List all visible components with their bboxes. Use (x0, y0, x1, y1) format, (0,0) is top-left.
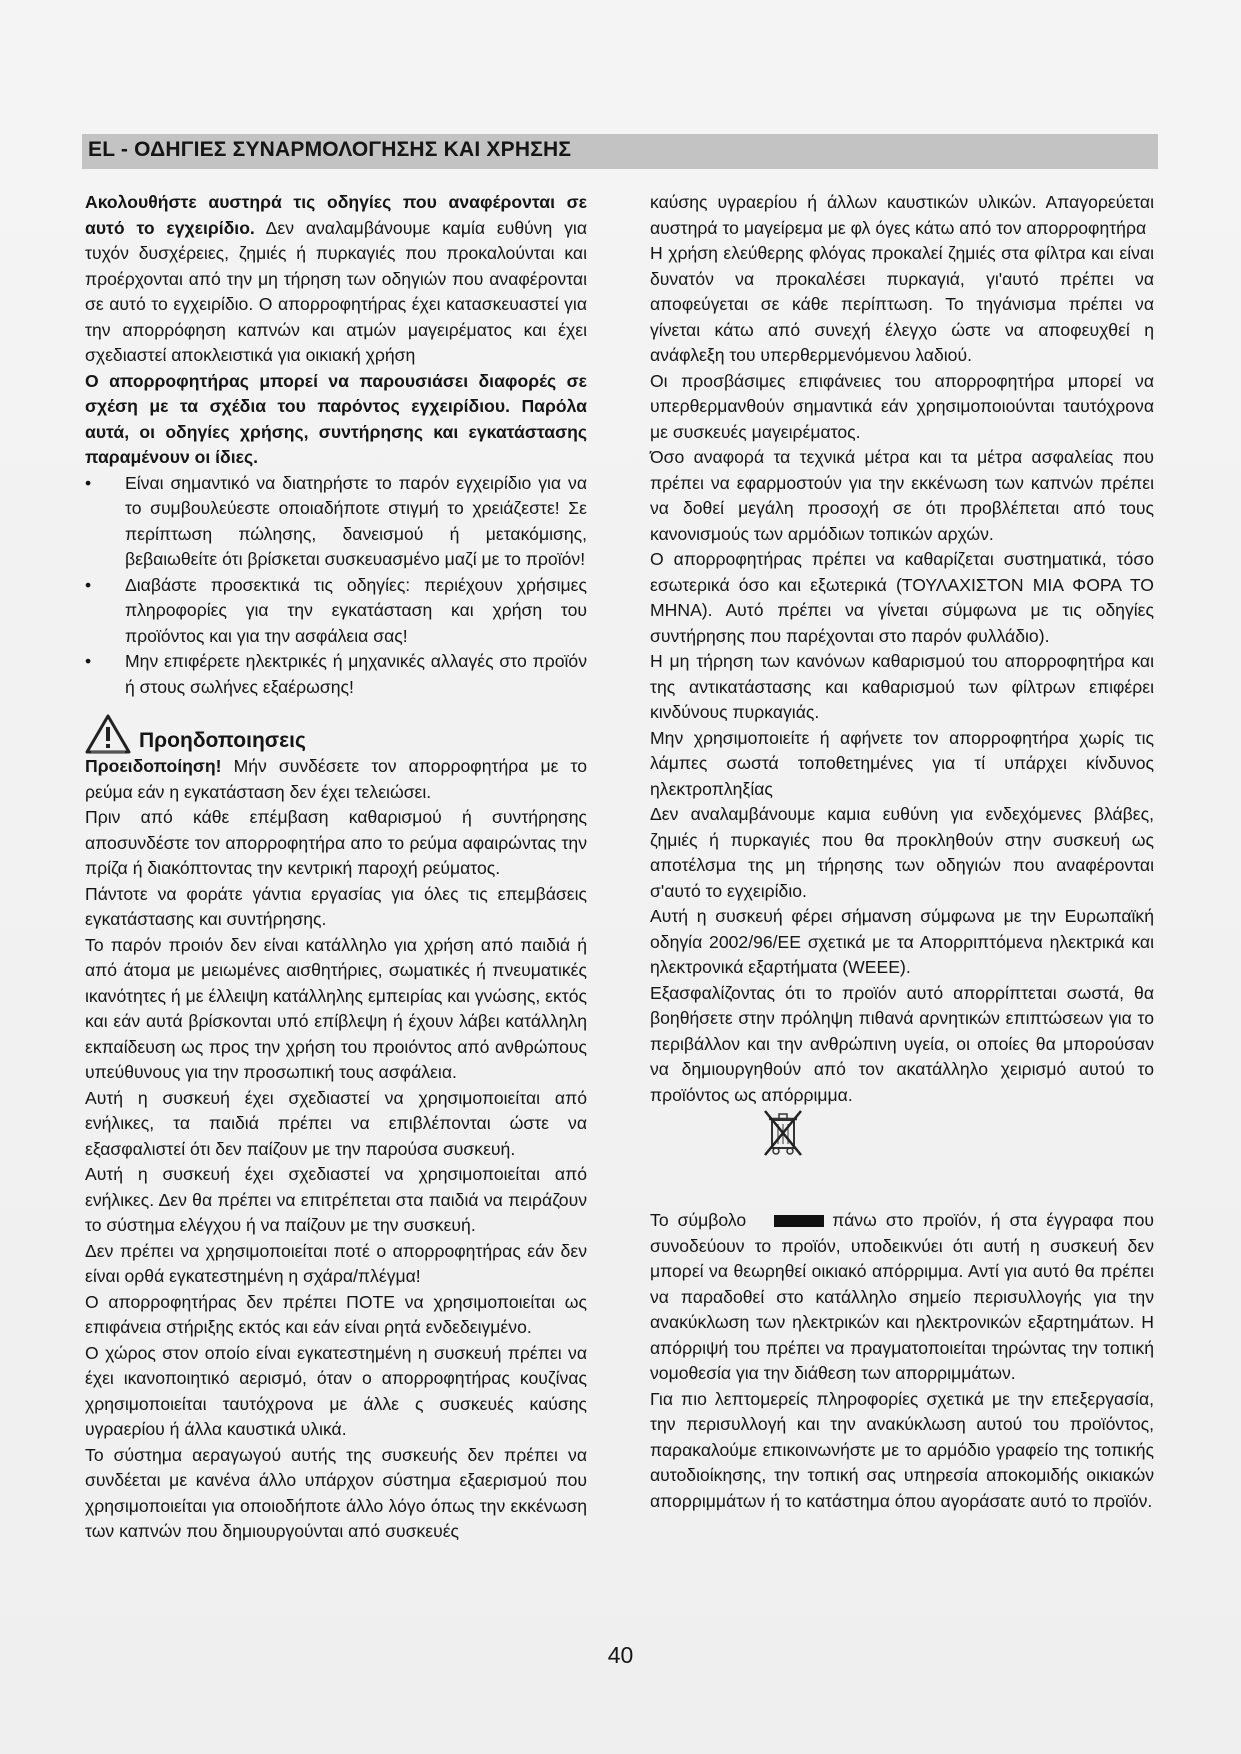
paragraph: Οι προσβάσιμες επιφάνειες του απορροφητήρα μπορεί να υπερθερμανθούν σημαντικά εάν χρησιμοποιούνται ταυτόχρονα με συσκευές μαγειρέματος. (650, 370, 1154, 442)
bullet-item: • Μην επιφέρετε ηλεκτρικές ή μηχανικές αλλαγές στο προϊόν ή στους σωλήνες εξαέρωσης! (85, 651, 587, 697)
paragraph: Η μη τήρηση των κανόνων καθαρισμού του απορροφητήρα και της αντικατάστασης και καθαρισμού των φίλτρων επιφέρει κινδύνους πυρκαγιάς. (650, 651, 1154, 722)
paragraph: Ο απορροφητήρας πρέπει να καθαρίζεται συστηματικά, τόσο εσωτερικά όσο και εξωτερικά (ΤΟΥΛΑΧΙΣΤΟΝ ΜΙΑ ΦΟΡΑ ΤΟ ΜΗΝΑ). Αυτό πρέπει να γίνεται σύμφωνα με τις οδηγίες συντήρησης που παρέχονται στο παρόν φυλλάδιο). (650, 549, 1154, 646)
paragraph: Αυτή η συσκευή έχει σχεδιαστεί να χρησιμοποιείται από ενήλικες. Δεν θα πρέπει να επιτρέπεται στα παιδιά να πειράζουν το σύστημα ελέγχου ή να παίζουν με την συσκευή. (85, 1164, 587, 1235)
warning-paragraph: Προειδοποίηση! Μήν συνδέσετε τον απορροφητήρα με το ρεύμα εάν η εγκατάσταση δεν έχει τελειώσει. (85, 756, 587, 802)
paragraph: Όσο αναφορά τα τεχνικά μέτρα και τα μέτρα ασφαλείας που πρέπει να εφαρμοστούν για την εκκένωση των καπνών πρέπει να δοθεί μεγάλη προσοχή σε ότι προβλέπεται από τους κανονισμούς των αρμόδιων τοπικών αρχών. (650, 447, 1154, 544)
paragraph: Πάντοτε να φοράτε γάντια εργασίας για όλες τις επεμβάσεις εγκατάστασης και συντήρησης. (85, 883, 587, 929)
warning-triangle-icon (85, 714, 131, 754)
bullet-dot: • (85, 574, 92, 595)
right-column (650, 190, 1154, 1514)
paragraph: Μην χρησιμοποιείτε ή αφήνετε τον απορροφητήρα χωρίς τις λάμπες σωστά τοποθετημένες για τί υπάρχει κίνδυνος ηλεκτροπληξίας (650, 727, 1154, 799)
paragraph: Πριν από κάθε επέμβαση καθαρισμού ή συντήρησης αποσυνδέστε τον απορροφητήρα απο το ρεύμα αφαιρώντας την πρίζα ή διακόπτοντας την κεντρική παροχή ρεύματος. (85, 807, 587, 878)
page-number: 40 (607, 1642, 634, 1668)
paragraph: Ο απορροφητήρας δεν πρέπει ΠΟΤΕ να χρησιμοποιείται ως επιφάνεια στήριξης εκτός και εάν είναι ρητά ενδεδειγμένο. (85, 1291, 587, 1337)
warnings-heading (85, 714, 587, 754)
bullet-dot: • (85, 472, 92, 493)
paragraph: καύσης υγραερίου ή άλλων καυστικών υλικών. Απαγορεύεται αυστηρά το μαγείρεμα με φλ όγες κάτω από τον απορροφητήρα (650, 192, 1154, 238)
info-paragraph: Για πιο λεπτομερείς πληροφορίες σχετικά με την επεξεργασία, την περισυλλογή και την ανακύκλωση αυτού του προϊόντος, παρακαλούμε επικοινωνήστε με το αρμόδιο γραφείο της τοπικής αυτοδιοίκησης, την τοπική σας υπηρεσία αποκομιδής οικιακών απορριμμάτων ή το κατάστημα όπου αγοράσατε αυτό το προϊόν. (650, 1388, 1154, 1511)
paragraph: Η χρήση ελεύθερης φλόγας προκαλεί ζημιές στα φίλτρα και είναι δυνατόν να προκαλέσει πυρκαγιά, γι'αυτό πρέπει να αποφεύγεται σε κάθε περίπτωση. Το τηγάνισμα πρέπει να γίνεται κάτω από συνεχή έλεγχο ώστε να αποφευχθεί η ανάφλεξη του υπερθερμενόμενου λαδιού. (650, 243, 1154, 365)
paragraph: Δεν πρέπει να χρησιμοποιείται ποτέ ο απορροφητήρας εάν δεν είναι ορθά εγκατεστημένη η σχάρα/πλέγμα! (85, 1240, 587, 1286)
weee-bar-symbol (774, 1215, 824, 1227)
left-column (85, 190, 587, 1545)
bullet-item: • Διαβάστε προσεκτικά τις οδηγίες: περιέχουν χρήσιμες πληροφορίες για την εγκατάσταση και χρήση του προϊόντος και για την ασφάλεια σας! (85, 574, 587, 646)
section-header: EL - ΟΔΗΓΙΕΣ ΣΥΝΑΡΜΟΛΟΓΗΣΗΣ ΚΑΙ ΧΡΗΣΗΣ (82, 134, 1158, 169)
paragraph: Αυτή η συσκευή έχει σχεδιαστεί να χρησιμοποιείται από ενήλικες, τα παιδιά πρέπει να επιβλέπονται ώστε να εξασφαλιστεί ότι δεν παίζουν με την παρούσα συσκευή. (85, 1087, 587, 1159)
paragraph: Εξασφαλίζοντας ότι το προϊόν αυτό απορρίπτεται σωστά, θα βοηθήσετε στην πρόληψη πιθανά αρνητικών επιπτώσεων για το περιβάλλον και την ανθρώπινη υγεία, οι οποίες θα μπορούσαν να δημιουργηθούν από τον ακατάλληλο χειρισμό αυτού το προϊόντος ως απόρριμμα. (650, 982, 1154, 1105)
intro-bold: Ακολουθήστε αυστηρά τις οδηγίες που αναφέρονται σε αυτό το εγχειρίδιο. (85, 192, 587, 238)
paragraph: Ο χώρος στον οποίο είναι εγκατεστημένη η συσκευή πρέπει να έχει ικανοποιητικό αερισμό, όταν ο απορροφητήρας κουζίνας χρησιμοποιείται ταυτόχρονα με άλλε ς συσκευές καύσης υγραερίου ή άλλα καυστικά υλικά. (85, 1342, 587, 1439)
bullet-dot: • (85, 651, 92, 671)
crossed-out-bin-icon (762, 1108, 804, 1160)
variation-notice: Ο απορροφητήρας μπορεί να παρουσιάσει διαφορές σε σχέση με τα σχέδια του παρόντος εγχειρίδιου. Παρόλα αυτά, οι οδηγίες χρήσης, συντήρησης και εγκατάστασης παραμένουν οι ίδιες. (85, 370, 587, 467)
warnings-title: Προηδοποιησεις (139, 729, 306, 752)
bullet-list (85, 471, 587, 701)
paragraph: Δεν αναλαμβάνουμε καμια ευθύνη για ενδεχόμενες βλάβες, ζημιές ή πυρκαγιές που θα προκληθούν στην συσκευή ως αποτέλσμα της μη τήρησης των οδηγιών που αναφέρονται σ'αυτό το εγχειρίδιο. (650, 804, 1154, 901)
symbol-lead: Το σύμβολο (650, 1210, 747, 1230)
weee-symbol-area (650, 1108, 1154, 1208)
paragraph: Το παρόν προιόν δεν είναι κατάλληλο για χρήση από παιδιά ή από άτομα με μειωμένες αισθητήριες, σωματικές ή πνευματικές ικανότητες ή με έλλειψη κατάλληλης εμπειρίας και γνώσης, εκτός και εάν αυτά βρίσκονται υπό επίβλεψη ή έχουν λάβει κατάλληλη εκπαίδευση ως προς την χρήση του προιόντος από ανθρώπους υπεύθυνους για την προσωπική τους ασφάλεια. (85, 934, 587, 1082)
intro-paragraph (85, 190, 587, 369)
bullet-item: • Είναι σημαντικό να διατηρήστε το παρόν εγχειρίδιο για να το συμβουλεύεστε οποιαδήποτε στιγμή το χρειάζεστε! Σε περίπτωση πώλησης, δανεισμού ή μετακόμισης, βεβαιωθείτε ότι βρίσκεται συσκευασμένο μαζί με το προϊόν! (85, 472, 587, 569)
warning-label: Προειδοποίηση! (85, 756, 222, 776)
paragraph: Αυτή η συσκευή φέρει σήμανση σύμφωνα με την Ευρωπαϊκή οδηγία 2002/96/ΕΕ σχετικά με τα Απορριπτόμενα ηλεκτρικά και ηλεκτρονικά εξαρτήματα (WEEE). (650, 906, 1154, 977)
paragraph: Το σύστημα αεραγωγού αυτής της συσκευής δεν πρέπει να συνδέεται με κανένα άλλο υπάρχον σύστημα εξαερισμού που χρησιμοποιείται για οποιοδήποτε άλλο λόγο όπως την εκκένωση των καπνών που δημιουργούνται από συσκευές (85, 1444, 587, 1541)
symbol-paragraph: Το σύμβολο πάνω στο προϊόν, ή στα έγγραφα που συνοδεύουν το προϊόν, υποδεικνύει ότι αυτή η συσκευή δεν μπορεί να θεωρηθεί οικιακό απόρριμμα. Αντί για αυτό θα πρέπει να παραδοθεί στο κατάλληλο σημείο περισυλλογής για την ανακύκλωση των ηλεκτρικών και ηλεκτρονικών εξαρτημάτων. Η απόρριψή του πρέπει να πραγματοποιείται τηρώντας την τοπική νομοθεσία για την διάθεση των απορριμμάτων. (650, 1210, 1154, 1383)
intro-text: Δεν αναλαμβάνουμε καμία ευθύνη για τυχόν δυσχέρειες, ζημιές ή πυρκαγιές που προκαλούνται και προέρχονται από την μη τήρηση των οδηγιών που αναφέρονται σε αυτό το εγχειρίδιο. Ο απορροφητήρας έχει κατασκευαστεί για την απορρόφηση καπνών και ατμών μαγειρέματος και έχει σχεδιαστεί αποκλειστικά για οικιακή χρήση (85, 217, 587, 365)
